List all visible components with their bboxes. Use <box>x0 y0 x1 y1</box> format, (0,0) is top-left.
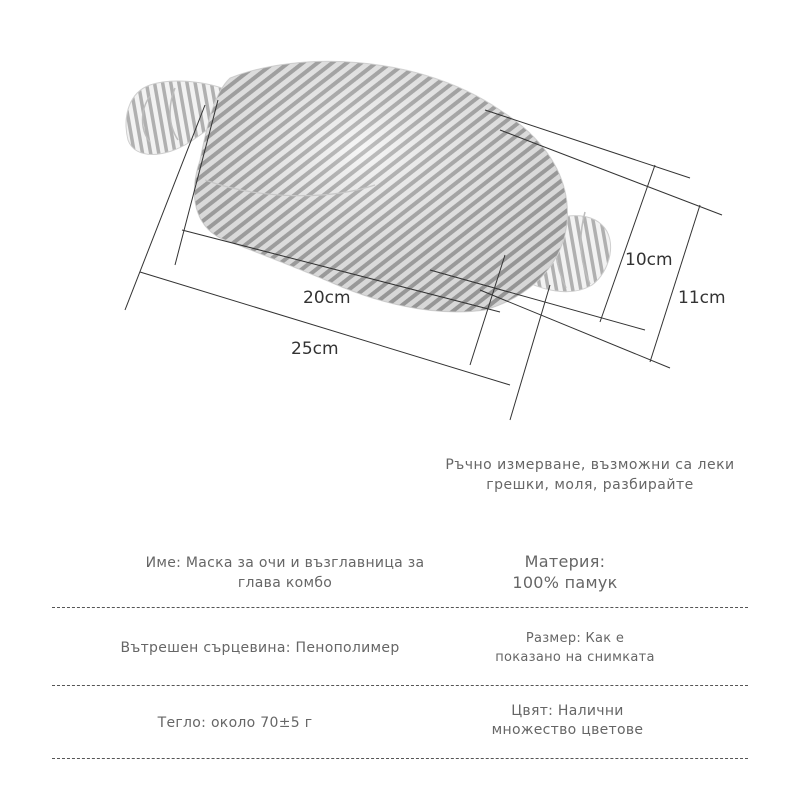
spec-name-line-1: Име: Маска за очи и възглавница за <box>145 555 425 571</box>
note-line-1: Ръчно измерване, възможни са леки <box>445 457 735 473</box>
spec-size <box>480 629 670 667</box>
spec-color-line-2: множество цветове <box>491 722 644 738</box>
spec-weight <box>130 713 340 733</box>
spec-core <box>100 638 420 658</box>
spec-material-line-2: 100% памук <box>512 573 618 592</box>
spec-size-line-2: показано на снимката <box>495 650 655 665</box>
dimension-label-11cm: 11cm <box>678 288 726 308</box>
divider-2 <box>52 685 748 686</box>
divider-3 <box>52 758 748 759</box>
spec-size-line-1: Размер: Как е <box>525 631 625 646</box>
spec-material <box>490 551 640 593</box>
eye-mask <box>194 61 567 312</box>
spec-color-line-1: Цвят: Налични <box>511 703 624 719</box>
divider-1 <box>52 607 748 608</box>
note-line-2: грешки, моля, разбирайте <box>486 477 694 493</box>
spec-core-line-1: Вътрешен сърцевина: Пенополимер <box>120 640 400 656</box>
spec-name <box>130 553 440 593</box>
spec-color <box>480 702 655 740</box>
spec-name-line-2: глава комбо <box>237 575 333 591</box>
dimension-label-25cm: 25cm <box>291 339 339 359</box>
measurement-note <box>430 455 750 495</box>
dimension-label-20cm: 20cm <box>303 288 351 308</box>
spec-material-line-1: Материя: <box>524 552 606 571</box>
spec-weight-line-1: Тегло: около 70±5 г <box>157 715 313 731</box>
dimension-label-10cm: 10cm <box>625 250 673 270</box>
